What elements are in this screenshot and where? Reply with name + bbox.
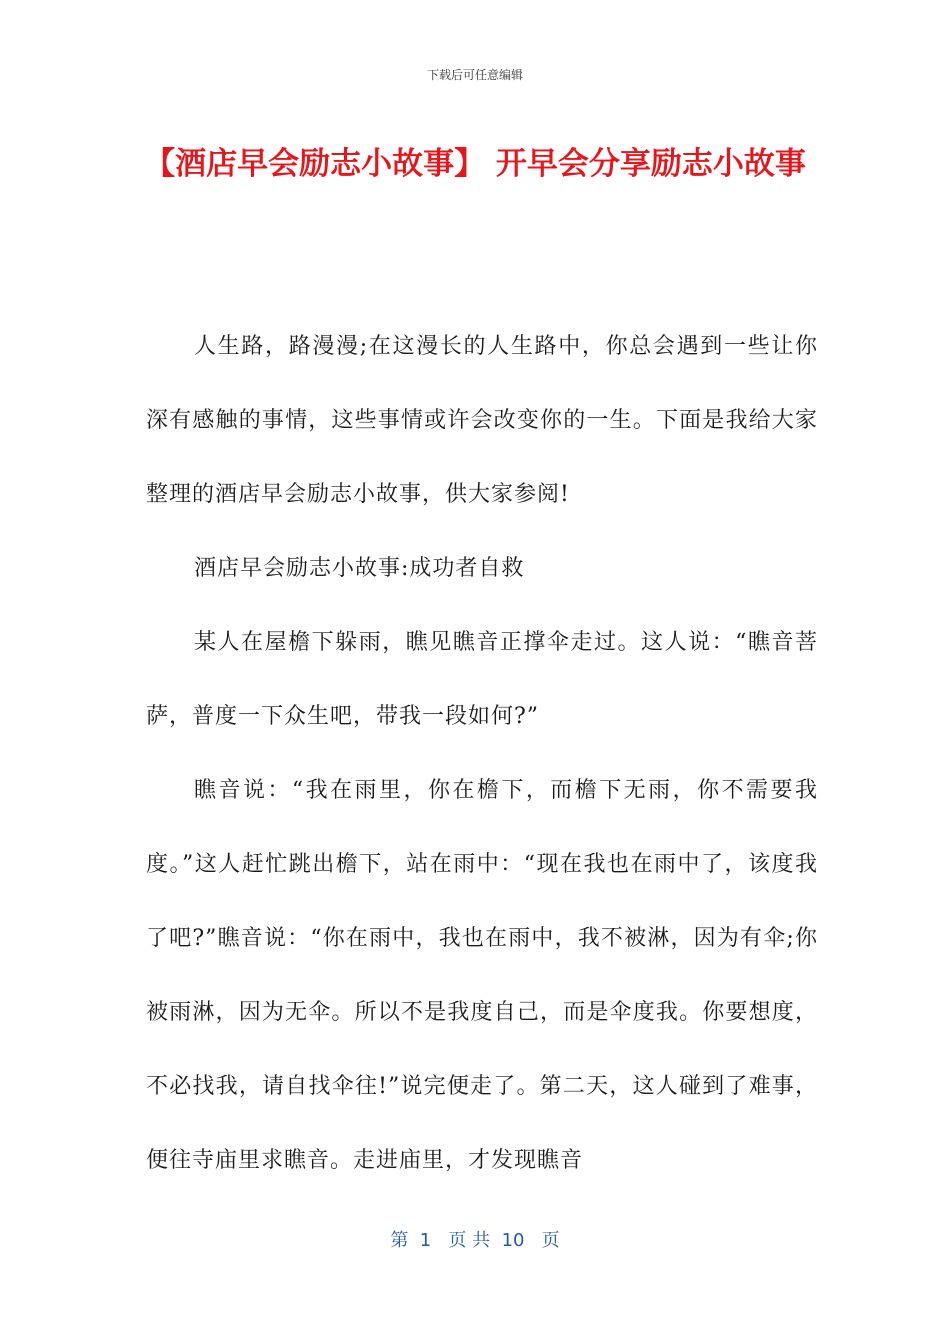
paragraph-intro: 人生路，路漫漫;在这漫长的人生路中，你总会遇到一些让你深有感触的事情，这些事情或许会改变你的一生。下面是我给大家整理的酒店早会励志小故事，供大家参阅! bbox=[146, 334, 818, 507]
document-title: 【酒店早会励志小故事】 开早会分享励志小故事 bbox=[144, 146, 806, 182]
page-footer: 第 1 页 共 10 页 bbox=[390, 1230, 560, 1251]
paragraph-subheading: 酒店早会励志小故事:成功者自救 bbox=[194, 556, 525, 581]
document-body bbox=[146, 310, 818, 1198]
paragraph-story-2: 瞧音说：“我在雨里，你在檐下，而檐下无雨，你不需要我度。”这人赶忙跳出檐下，站在雨中：“现在我也在雨中了，该度我了吧?”瞧音说：“你在雨中，我也在雨中，我不被淋，因为有伞;你被雨淋，因为无伞。所以不是我度自己，而是伞度我。你要想度，不必找我，请自找伞往!”说完便走了。第二天，这人碰到了难事，便往寺庙里求瞧音。走进庙里，才发现瞧音 bbox=[146, 778, 818, 1173]
header-note: 下载后可任意编辑 bbox=[426, 68, 523, 82]
paragraph-story-1: 某人在屋檐下躲雨，瞧见瞧音正撑伞走过。这人说：“瞧音菩萨，普度一下众生吧，带我一段如何?” bbox=[146, 630, 818, 729]
